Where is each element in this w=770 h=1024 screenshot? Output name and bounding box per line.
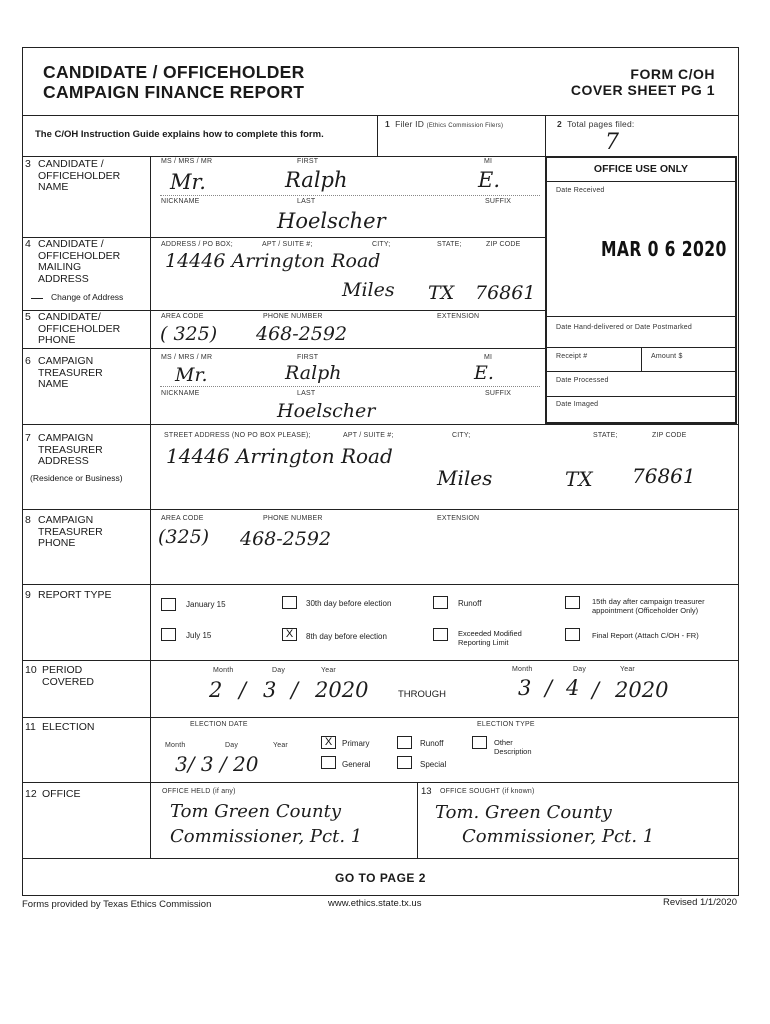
- election-month-label: Month: [165, 742, 186, 749]
- section-4-label: 4 CANDIDATE / OFFICEHOLDER MAILING ADDRESS: [25, 238, 121, 285]
- 8th-day-label: 8th day before election: [306, 632, 387, 641]
- section-6-label: 6 CAMPAIGN TREASURER NAME: [25, 355, 103, 390]
- city-label: CITY;: [452, 432, 471, 439]
- instruction-text: The C/OH Instruction Guide explains how to complete this form.: [35, 129, 324, 140]
- july-15-checkbox[interactable]: [161, 628, 176, 641]
- divider: [150, 156, 151, 858]
- date-processed-label: Date Processed: [556, 377, 609, 384]
- office-held-line1[interactable]: Tom Green County: [170, 801, 342, 822]
- state-label: STATE;: [593, 432, 618, 439]
- from-month-label: Month: [213, 667, 234, 674]
- treasurer-state[interactable]: TX: [565, 467, 593, 491]
- treasurer-prefix[interactable]: Mr.: [175, 364, 208, 386]
- january-15-label: January 15: [186, 600, 226, 609]
- dotted-rule: [160, 195, 540, 196]
- go-to-page-2: GO TO PAGE 2: [335, 871, 426, 885]
- treasurer-city[interactable]: Miles: [437, 466, 493, 490]
- section-13-num: 13: [421, 786, 432, 797]
- section-9-label: 9 REPORT TYPE: [25, 589, 112, 601]
- first-name-label: FIRST: [297, 158, 319, 165]
- street-address-label: STREET ADDRESS (NO PO BOX PLEASE);: [164, 432, 311, 439]
- suffix-label: SUFFIX: [485, 390, 512, 397]
- dotted-rule: [160, 386, 540, 387]
- election-date[interactable]: 3/ 3 / 20: [175, 752, 259, 776]
- office-use-title: OFFICE USE ONLY: [593, 163, 689, 175]
- received-stamp: MAR 0 6 2020: [601, 237, 727, 261]
- extension-label: EXTENSION: [437, 313, 480, 320]
- election-type-label: ELECTION TYPE: [477, 721, 535, 728]
- other-election-checkbox[interactable]: [472, 736, 487, 749]
- election-date-label: ELECTION DATE: [190, 721, 248, 728]
- candidate-zip[interactable]: 76861: [475, 282, 536, 304]
- to-day[interactable]: 4: [566, 676, 580, 700]
- office-sought-label: OFFICE SOUGHT (if known): [440, 788, 535, 795]
- amount-label: Amount $: [651, 353, 683, 360]
- ms-mrs-mr-label: MS / MRS / MR: [161, 354, 213, 361]
- election-year-label: Year: [273, 742, 288, 749]
- candidate-phone[interactable]: 468-2592: [256, 323, 348, 345]
- filer-id-label: 1 Filer ID (Ethics Commission Filers): [385, 119, 504, 129]
- final-report-checkbox[interactable]: [565, 628, 580, 641]
- section-8-label: 8 CAMPAIGN TREASURER PHONE: [25, 514, 103, 549]
- treasurer-mi[interactable]: E.: [474, 362, 494, 384]
- candidate-last-name[interactable]: Hoelscher: [277, 209, 386, 233]
- last-name-label: LAST: [297, 198, 316, 205]
- 15th-day-label: 15th day after campaign treasurer appointment (Officeholder Only): [592, 597, 705, 615]
- divider: [22, 156, 545, 157]
- to-day-label: Day: [573, 666, 587, 673]
- apt-suite-label: APT / SUITE #;: [343, 432, 394, 439]
- election-day-label: Day: [225, 742, 239, 749]
- section-3-label: 3 CANDIDATE / OFFICEHOLDER NAME: [25, 158, 121, 193]
- divider: [22, 115, 739, 116]
- divider: [417, 782, 418, 858]
- treasurer-last-name[interactable]: Hoelscher: [277, 400, 376, 422]
- exceeded-limit-checkbox[interactable]: [433, 628, 448, 641]
- candidate-area-code[interactable]: ( 325): [160, 323, 218, 345]
- ms-mrs-mr-label: MS / MRS / MR: [161, 158, 213, 165]
- residence-business-note: (Residence or Business): [30, 473, 123, 483]
- treasurer-area-code[interactable]: (325): [158, 526, 210, 548]
- office-held-line2[interactable]: Commissioner, Pct. 1: [170, 826, 363, 847]
- receipt-label: Receipt #: [556, 353, 588, 360]
- runoff-election-label: Runoff: [420, 739, 444, 748]
- divider: [545, 115, 546, 156]
- special-label: Special: [420, 760, 447, 769]
- date-received-label: Date Received: [556, 187, 605, 194]
- primary-label: Primary: [342, 739, 370, 748]
- section-12-label: 12 OFFICE: [25, 788, 81, 800]
- date-hand-delivered-label: Date Hand-delivered or Date Postmarked: [556, 324, 692, 331]
- july-15-label: July 15: [186, 631, 212, 640]
- runoff-election-checkbox[interactable]: [397, 736, 412, 749]
- extension-label: EXTENSION: [437, 515, 480, 522]
- zip-label: ZIP CODE: [652, 432, 687, 439]
- footer-credit: Forms provided by Texas Ethics Commission: [22, 899, 212, 910]
- zip-label: ZIP CODE: [486, 241, 521, 248]
- exceeded-limit-label: Exceeded Modified Reporting Limit: [458, 629, 522, 647]
- treasurer-zip[interactable]: 76861: [632, 464, 696, 488]
- date-slash: /: [545, 676, 553, 700]
- divider: [545, 396, 737, 397]
- 30th-day-label: 30th day before election: [306, 599, 392, 608]
- address-label: ADDRESS / PO BOX;: [161, 241, 233, 248]
- final-report-label: Final Report (Attach C/OH - FR): [592, 631, 699, 640]
- candidate-first-name[interactable]: Ralph: [285, 168, 348, 192]
- treasurer-first-name[interactable]: Ralph: [285, 362, 342, 384]
- candidate-mi[interactable]: E.: [478, 168, 501, 192]
- apt-suite-label: APT / SUITE #;: [262, 241, 313, 248]
- divider: [22, 509, 739, 510]
- form-title-line2: CAMPAIGN FINANCE REPORT: [43, 82, 305, 102]
- to-month[interactable]: 3: [518, 676, 532, 700]
- divider: [22, 660, 739, 661]
- total-pages-value[interactable]: 7: [605, 130, 619, 155]
- nickname-label: NICKNAME: [161, 198, 200, 205]
- divider: [545, 181, 737, 182]
- through-label: THROUGH: [398, 689, 447, 700]
- january-15-checkbox[interactable]: [161, 598, 176, 611]
- mi-label: MI: [484, 354, 493, 361]
- office-held-label: OFFICE HELD (if any): [162, 788, 236, 795]
- office-sought-line1[interactable]: Tom. Green County: [435, 802, 612, 823]
- divider: [22, 348, 545, 349]
- total-pages-label: 2 Total pages filed:: [557, 119, 635, 129]
- primary-checkbox[interactable]: X: [321, 736, 336, 749]
- to-month-label: Month: [512, 666, 533, 673]
- divider: [377, 115, 378, 156]
- suffix-label: SUFFIX: [485, 198, 512, 205]
- divider: [22, 717, 739, 718]
- phone-number-label: PHONE NUMBER: [263, 313, 323, 320]
- state-label: STATE;: [437, 241, 462, 248]
- form-id: FORM C/OH: [630, 66, 715, 82]
- runoff-report-label: Runoff: [458, 599, 482, 608]
- cover-sheet-label: COVER SHEET PG 1: [570, 82, 715, 98]
- other-election-label: Other Description: [494, 738, 532, 756]
- candidate-city[interactable]: Miles: [342, 279, 395, 301]
- mi-label: MI: [484, 158, 493, 165]
- candidate-prefix[interactable]: Mr.: [170, 170, 206, 194]
- city-label: CITY;: [372, 241, 391, 248]
- section-10-label: 10 PERIOD COVERED: [25, 664, 94, 688]
- from-day-label: Day: [272, 667, 286, 674]
- divider: [22, 782, 739, 783]
- 8th-day-checkbox[interactable]: X: [282, 628, 297, 641]
- 15th-day-checkbox[interactable]: [565, 596, 580, 609]
- last-name-label: LAST: [297, 390, 316, 397]
- section-11-label: 11 ELECTION: [25, 721, 95, 733]
- special-checkbox[interactable]: [397, 756, 412, 769]
- form-title-line1: CANDIDATE / OFFICEHOLDER: [43, 62, 305, 82]
- to-year-label: Year: [620, 666, 635, 673]
- divider: [22, 584, 739, 585]
- divider: [545, 371, 737, 372]
- phone-number-label: PHONE NUMBER: [263, 515, 323, 522]
- area-code-label: AREA CODE: [161, 515, 204, 522]
- general-label: General: [342, 760, 371, 769]
- to-year[interactable]: 2020: [615, 678, 669, 702]
- runoff-report-checkbox[interactable]: [433, 596, 448, 609]
- first-name-label: FIRST: [297, 354, 319, 361]
- from-month[interactable]: 2: [209, 678, 223, 702]
- change-of-address-label: Change of Address: [51, 292, 124, 302]
- 30th-day-checkbox[interactable]: [282, 596, 297, 609]
- office-sought-line2[interactable]: Commissioner, Pct. 1: [462, 826, 655, 847]
- footer-website: www.ethics.state.tx.us: [328, 898, 422, 909]
- divider: [22, 858, 739, 859]
- date-slash: /: [239, 678, 247, 702]
- section-5-label: 5 CANDIDATE/ OFFICEHOLDER PHONE: [25, 311, 121, 346]
- candidate-street[interactable]: 14446 Arrington Road: [165, 250, 381, 272]
- filer-id-value[interactable]: [390, 134, 540, 152]
- treasurer-street[interactable]: 14446 Arrington Road: [166, 444, 393, 468]
- section-7-label: 7 CAMPAIGN TREASURER ADDRESS: [25, 432, 103, 467]
- date-imaged-label: Date Imaged: [556, 401, 599, 408]
- area-code-label: AREA CODE: [161, 313, 204, 320]
- from-year-label: Year: [321, 667, 336, 674]
- change-of-address-checkbox[interactable]: [31, 298, 43, 299]
- general-checkbox[interactable]: [321, 756, 336, 769]
- footer-revised: Revised 1/1/2020: [663, 897, 737, 908]
- date-slash: /: [592, 678, 600, 702]
- divider: [545, 316, 737, 317]
- candidate-state[interactable]: TX: [428, 282, 455, 304]
- divider: [641, 347, 642, 371]
- nickname-label: NICKNAME: [161, 390, 200, 397]
- date-slash: /: [291, 678, 299, 702]
- from-year[interactable]: 2020: [315, 678, 369, 702]
- divider: [22, 424, 739, 425]
- from-day[interactable]: 3: [263, 678, 277, 702]
- treasurer-phone[interactable]: 468-2592: [240, 528, 332, 550]
